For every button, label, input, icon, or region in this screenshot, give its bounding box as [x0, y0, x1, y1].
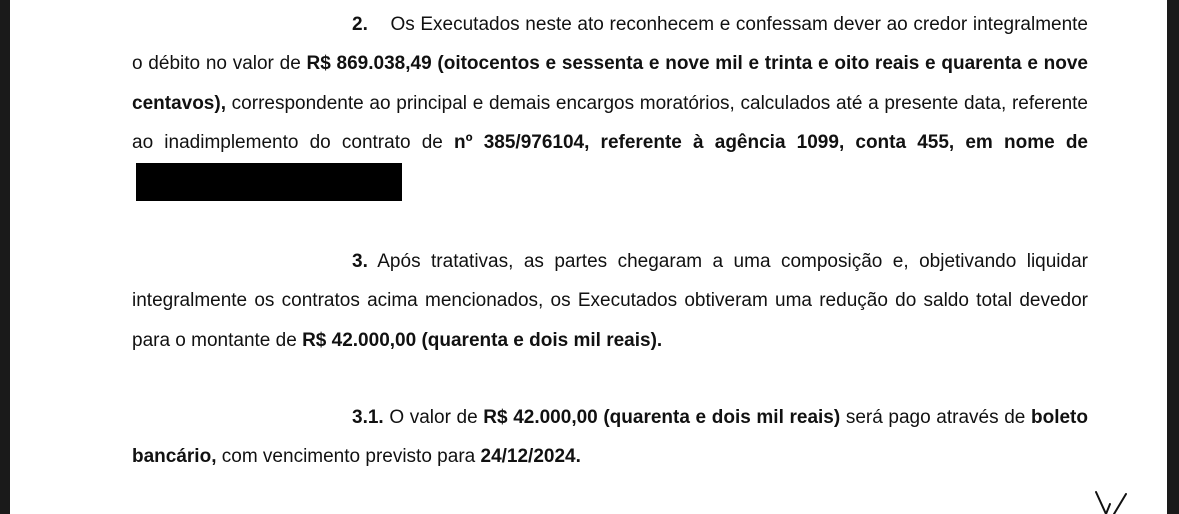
signature-mark: [1092, 490, 1132, 514]
clause-2-contract: nº 385/976104, referente à agência 1099, conta 455, em nome de: [454, 131, 1088, 153]
clause-3-amount: R$ 42.000,00 (quarenta e dois mil reais).: [302, 329, 663, 351]
clause-2-text-1: Os Executados neste ato reconhecem e confessam dever ao credor integralmente o débito no valor de: [132, 14, 1088, 75]
clause-3-1-date: 24/12/2024.: [480, 446, 581, 468]
document-page: [10, 0, 1167, 514]
clause-3-1: [132, 398, 1088, 477]
clause-2-amount: R$ 869.038,49 (oitocentos e sessenta e nove mil e trinta e oito reais e quarenta e nove centavos),: [132, 53, 1088, 114]
clause-3-1-text-1: O valor de: [383, 407, 484, 428]
clause-2-number: 2.: [352, 14, 368, 35]
redaction-block: [136, 163, 402, 201]
clause-2-text-2: correspondente ao principal e demais encargos moratórios, calculados até a presente data, referente ao inadimplemento do contrato de: [132, 92, 1088, 153]
clause-3-1-method: boleto bancário,: [132, 407, 1088, 468]
clause-3: [132, 242, 1088, 360]
clause-3-1-number: 3.1.: [352, 407, 384, 428]
clause-2: [132, 5, 1088, 201]
clause-3-1-text-3: com vencimento previsto para: [216, 446, 481, 468]
clause-3-number: 3.: [352, 251, 368, 272]
clause-3-1-text-2: será pago através de: [840, 407, 1031, 428]
clause-3-text-1: Após tratativas, as partes chegaram a uma composição e, objetivando liquidar integralmente os contratos acima mencionados, os Executados obtiveram uma redução do saldo total devedor para o montante de: [132, 251, 1088, 351]
clause-3-1-amount: R$ 42.000,00 (quarenta e dois mil reais): [483, 407, 841, 428]
